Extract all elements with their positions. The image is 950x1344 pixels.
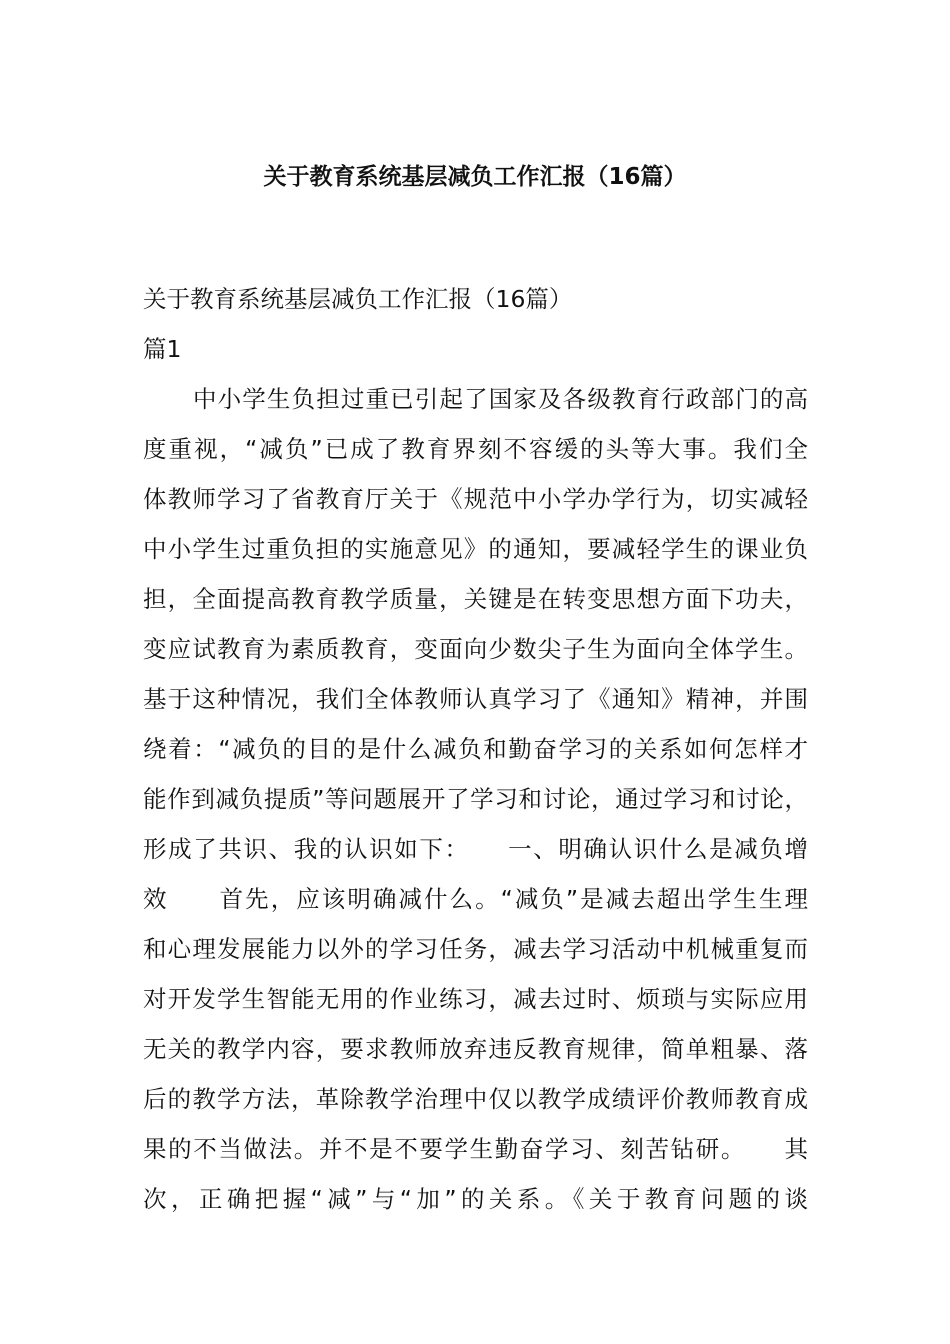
paragraph-line: 担，全面提高教育教学质量，关键是在转变思想方面下功夫， xyxy=(143,585,808,613)
paragraph-line: 变应试教育为素质教育，变面向少数尖子生为面向全体学生。 xyxy=(143,635,808,663)
paragraph-line: 度重视，“减负”已成了教育界刻不容缓的头等大事。我们全 xyxy=(143,435,808,463)
paragraph-line: 能作到减负提质”等问题展开了学习和讨论，通过学习和讨论， xyxy=(143,785,808,813)
paragraph-line: 次，正确把握“减”与“加”的关系。《关于教育问题的谈 xyxy=(143,1185,808,1213)
paragraph-line: 基于这种情况，我们全体教师认真学习了《通知》精神，并围 xyxy=(143,685,808,713)
paragraph-line: 无关的教学内容，要求教师放弃违反教育规律，简单粗暴、落 xyxy=(143,1035,808,1063)
section-label: 篇1 xyxy=(143,335,182,363)
paragraph-line: 和心理发展能力以外的学习任务，减去学习活动中机械重复而 xyxy=(143,935,808,963)
paragraph-line: 效 首先，应该明确减什么。“减负”是减去超出学生生理 xyxy=(143,885,808,913)
paragraph-line: 中小学生负担过重已引起了国家及各级教育行政部门的高 xyxy=(193,385,808,413)
paragraph-line: 体教师学习了省教育厅关于《规范中小学办学行为，切实减轻 xyxy=(143,485,808,513)
document-subtitle: 关于教育系统基层减负工作汇报（16篇） xyxy=(143,285,573,313)
paragraph-line: 后的教学方法，革除教学治理中仅以教学成绩评价教师教育成 xyxy=(143,1085,808,1113)
paragraph-line: 对开发学生智能无用的作业练习，减去过时、烦琐与实际应用 xyxy=(143,985,808,1013)
paragraph-line: 形成了共识、我的认识如下： 一、明确认识什么是减负增 xyxy=(143,835,808,863)
paragraph-line: 中小学生过重负担的实施意见》的通知，要减轻学生的课业负 xyxy=(143,535,808,563)
document-title: 关于教育系统基层减负工作汇报（16篇） xyxy=(263,164,687,190)
paragraph-line: 果的不当做法。并不是不要学生勤奋学习、刻苦钻研。 其 xyxy=(143,1135,808,1163)
paragraph-line: 绕着：“减负的目的是什么减负和勤奋学习的关系如何怎样才 xyxy=(143,735,808,763)
